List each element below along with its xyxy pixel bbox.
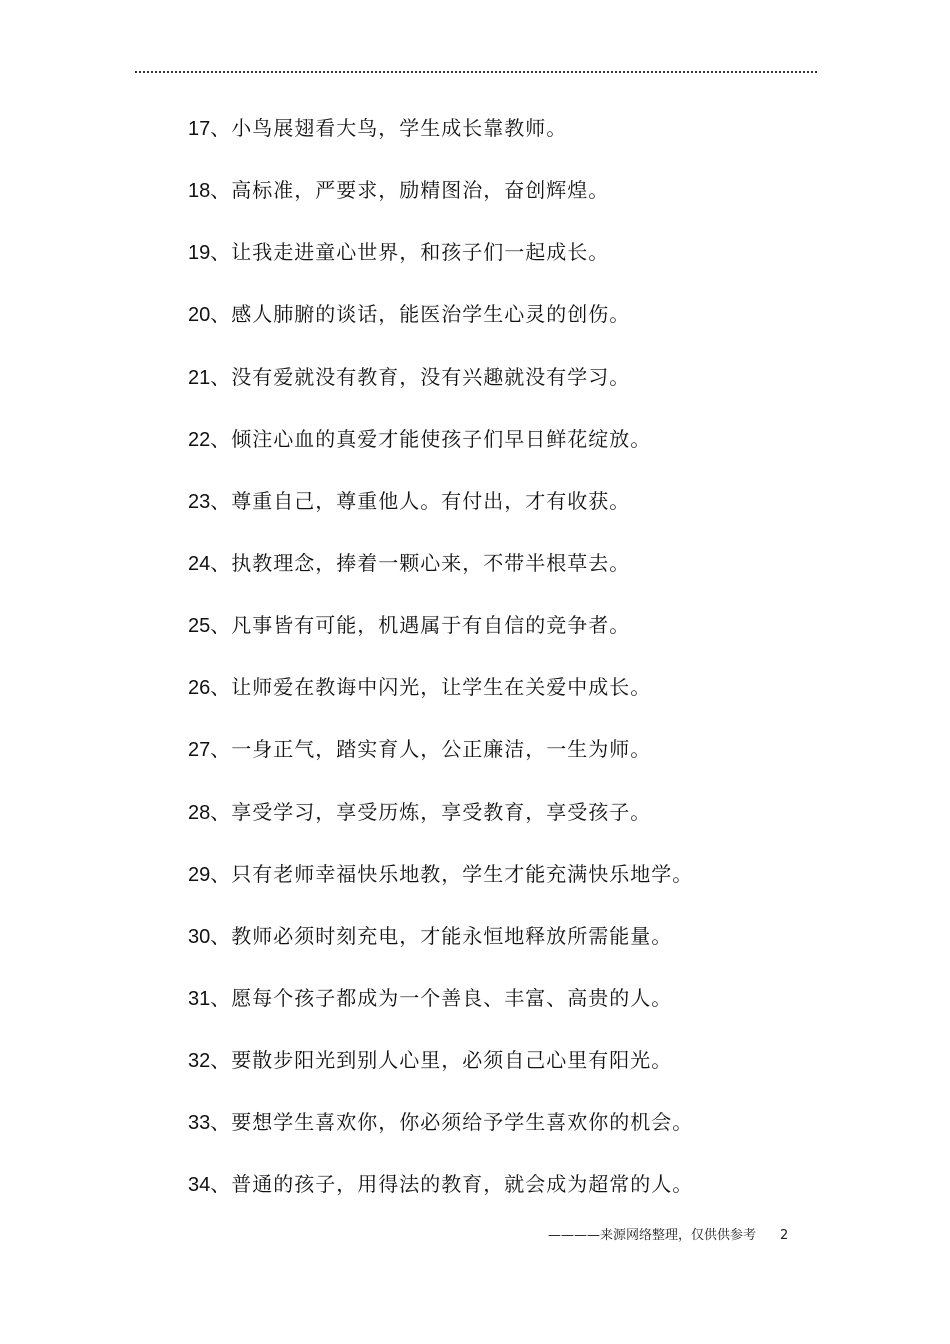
list-item xyxy=(188,920,828,982)
item-number: 19 xyxy=(188,242,211,265)
item-text: 、教师必须时刻充电，才能永恒地释放所需能量。 xyxy=(210,923,673,948)
page-footer xyxy=(548,1227,788,1245)
list-item xyxy=(188,485,828,547)
item-text: 、倾注心血的真爱才能使孩子们早日鲜花绽放。 xyxy=(210,426,652,451)
list-item xyxy=(188,423,828,485)
list-item xyxy=(188,298,828,360)
list-item xyxy=(188,609,828,671)
item-number: 24 xyxy=(188,552,211,575)
item-number: 20 xyxy=(188,304,211,327)
list-item xyxy=(188,361,828,423)
item-text: 、一身正气，踏实育人，公正廉洁，一生为师。 xyxy=(210,737,652,762)
list-item xyxy=(188,858,828,920)
list-item xyxy=(188,671,828,733)
header-rule xyxy=(135,71,817,73)
item-number: 25 xyxy=(188,615,211,638)
item-text: 、让师爱在教诲中闪光，让学生在关爱中成长。 xyxy=(210,675,652,700)
item-text: 、没有爱就没有教育，没有兴趣就没有学习。 xyxy=(210,364,631,389)
list-item xyxy=(188,796,828,858)
item-number: 31 xyxy=(188,987,211,1010)
item-text: 、普通的孩子，用得法的教育，就会成为超常的人。 xyxy=(210,1172,694,1197)
item-number: 21 xyxy=(188,366,211,389)
item-text: 、要想学生喜欢你，你必须给予学生喜欢你的机会。 xyxy=(210,1110,694,1135)
item-text: 、享受学习，享受历炼，享受教育，享受孩子。 xyxy=(210,799,652,824)
item-number: 33 xyxy=(188,1112,211,1135)
list-item xyxy=(188,1106,828,1168)
list-item xyxy=(188,174,828,236)
item-number: 23 xyxy=(188,490,211,513)
item-number: 28 xyxy=(188,801,211,824)
item-text: 、感人肺腑的谈话，能医治学生心灵的创伤。 xyxy=(210,302,631,327)
item-number: 22 xyxy=(188,428,211,451)
list-item xyxy=(188,547,828,609)
list-item xyxy=(188,236,828,298)
list-item xyxy=(188,1168,828,1230)
item-text: 、尊重自己，尊重他人。有付出，才有收获。 xyxy=(210,488,631,513)
item-number: 30 xyxy=(188,925,211,948)
list-item xyxy=(188,1044,828,1106)
item-text: 、小鸟展翅看大鸟，学生成长靠教师。 xyxy=(210,116,568,140)
page-number: 2 xyxy=(780,1228,789,1243)
item-number: 27 xyxy=(188,739,211,762)
item-text: 、让我走进童心世界，和孩子们一起成长。 xyxy=(210,240,610,265)
item-number: 18 xyxy=(188,180,211,203)
item-number: 26 xyxy=(188,677,211,700)
footer-source-note: ————来源网络整理，仅供供参考 xyxy=(548,1228,757,1243)
item-number: 17 xyxy=(188,118,211,140)
item-text: 、执教理念，捧着一颗心来，不带半根草去。 xyxy=(210,550,631,575)
item-text: 、只有老师幸福快乐地教，学生才能充满快乐地学。 xyxy=(210,861,694,886)
list-item xyxy=(188,982,828,1044)
item-text: 、高标准，严要求，励精图治，奋创辉煌。 xyxy=(210,178,610,203)
list-item xyxy=(188,733,828,795)
item-number: 29 xyxy=(188,863,211,886)
document-body xyxy=(188,112,828,1231)
item-text: 、要散步阳光到别人心里，必须自己心里有阳光。 xyxy=(210,1048,673,1073)
item-text: 、愿每个孩子都成为一个善良、丰富、高贵的人。 xyxy=(210,985,673,1010)
item-number: 34 xyxy=(188,1174,211,1197)
item-number: 32 xyxy=(188,1050,211,1073)
item-text: 、凡事皆有可能，机遇属于有自信的竞争者。 xyxy=(210,613,631,638)
list-item xyxy=(188,112,828,174)
